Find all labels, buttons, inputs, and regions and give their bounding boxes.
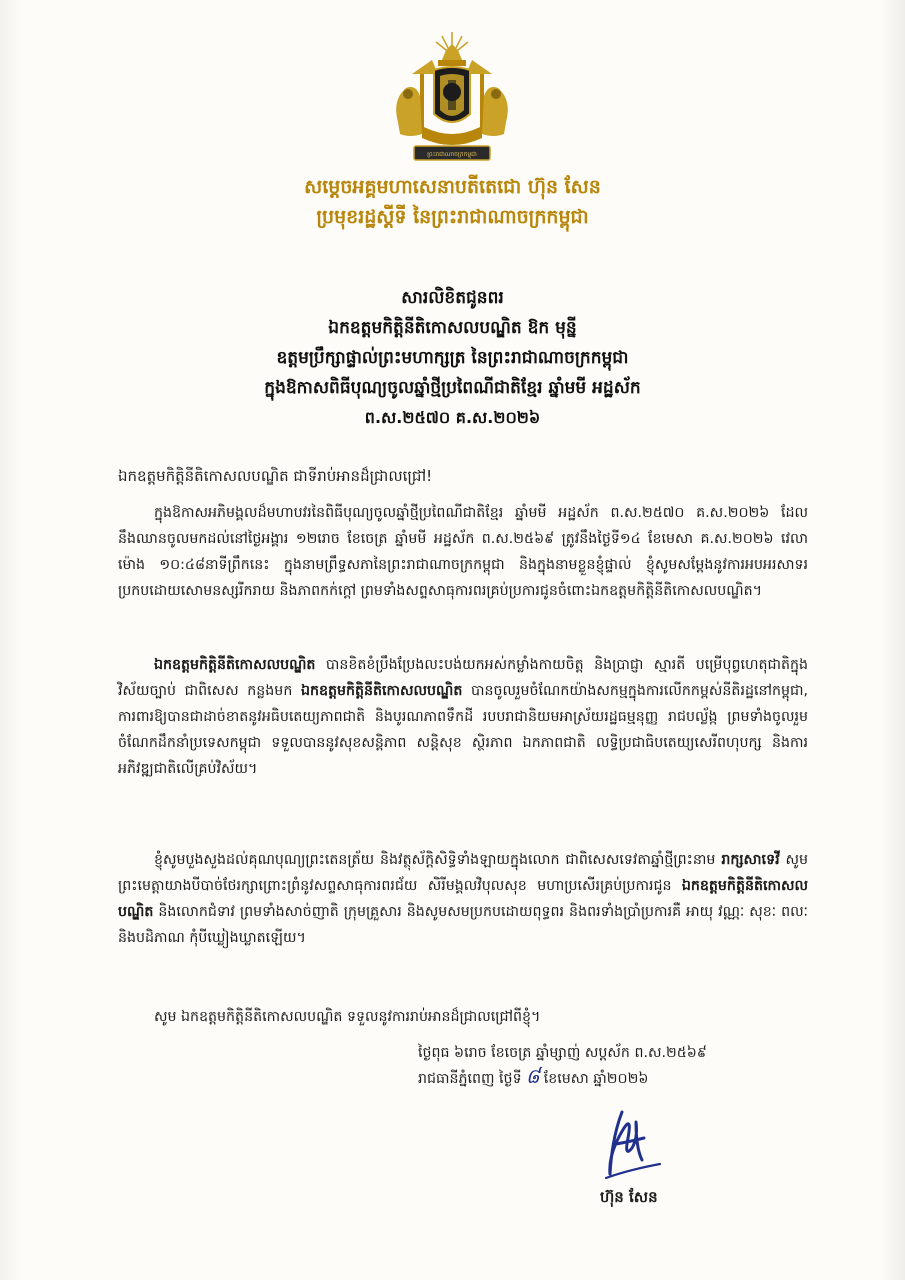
salutation: ឯកឧត្តមកិត្តិនីតិកោសលបណ្ឌិត ជាទីរាប់អានដ៏ជ្រាលជ្រៅ! [118,467,433,485]
signer-name: ហ៊ុន សែន [600,1188,658,1206]
paragraph-3-honoree: ឯកឧត្តមកិត្តិនីតិកោសលបណ្ឌិត [118,878,808,920]
paragraph-2-honoree: ឯកឧត្តមកិត្តិនីតិកោសលបណ្ឌិត [300,683,463,699]
closing-place-date [418,1066,805,1092]
sender-title: ប្រមុខរដ្ឋស្តីទី នៃព្រះរាជាណាចក្រកម្ពុជា [316,206,589,228]
closing-lunar-date: ថ្ងៃពុធ ៦រោច ខែចេត្រ ឆ្នាំម្សាញ់ សប្តស័ក ព.ស.២៥៦៩ [418,1045,707,1061]
cambodia-royal-coat-of-arms-icon [382,30,522,170]
title-line-4: ក្នុងឱកាសពិធីបុណ្យចូលឆ្នាំថ្មីប្រពៃណីជាតិខ្មែរ ឆ្នាំមមី អដ្ឋស័ក [264,378,641,398]
title-line-2: ឯកឧត្តមកិត្តិនីតិកោសលបណ្ឌិត ឱក មុន្នី [328,318,577,338]
paragraph-4-text: សូម ឯកឧត្តមកិត្តិនីតិកោសលបណ្ឌិត ទទួលនូវការរាប់អានដ៏ជ្រាលជ្រៅពីខ្ញុំ។ [154,1009,541,1025]
letter-title [0,283,905,433]
paragraph-3-text-b: សូមព្រះមេត្តាយាងបីបាច់ថែរក្សាព្រោះព្រំនូវសព្ទសាធុការពរជ័យ សិរីមង្គលវិបុលសុខ មហាប្រសើរគ្រប់ប្រការជូន [118,852,808,894]
paragraph-1 [118,500,808,604]
emblem-ribbon-text: ព្រះរាជាណាចក្រកម្ពុជា [427,151,477,158]
paragraph-3-text-c: និងលោកជំទាវ ព្រមទាំងសាច់ញាតិ ក្រុមគ្រួសារ និងសូមសមប្រកបដោយពុទ្ធពរ និងពរទាំងប្រាំប្រការគឺ អាយុ វណ្ណៈ សុខៈ ពលៈ និងបដិភាណ កុំបីឃ្លៀងឃ្លាតឡើយ។ [118,904,808,946]
paragraph-1-text: ក្នុងឱកាសអភិមង្គលដ៏មហាបវរនៃពិធីបុណ្យចូលឆ្នាំថ្មីប្រពៃណីជាតិខ្មែរ ឆ្នាំមមី អដ្ឋស័ក ព.ស.២៥៧០ គ.ស.២០២៦ ដែលនឹងឈានចូលមកដល់នៅថ្ងៃអង្គារ ១២រោច ខែចេត្រ ឆ្នាំមមី អដ្ឋស័ក ព.ស.២៥៦៩ ត្រូវនឹងថ្ងៃទី១៤ ខែមេសា គ.ស.២០២៦ វេលាម៉ោង ១០:៤៨នាទីព្រឹកនេះ ក្នុងនាមព្រឹទ្ធសភានៃព្រះរាជាណាចក្រកម្ពុជា និងក្នុងនាមខ្លួនខ្ញុំផ្ទាល់ ខ្ញុំសូមសម្តែងនូវការអបអរសាទរប្រកបដោយសោមនស្សរីករាយ និងភាពកក់ក្តៅ ព្រមទាំងសព្ទសាធុការពរគ្រប់ប្រការជូនចំពោះឯកឧត្តមកិត្តិនីតិកោសលបណ្ឌិត។ [118,505,808,599]
paragraph-4 [118,1004,808,1030]
handwritten-signature-icon [598,1108,668,1184]
sender-name: សម្តេចអគ្គមហាសេនាបតីតេជោ ហ៊ុន សែន [304,176,601,198]
paragraph-3-text-a: ខ្ញុំសូមបួងសួងដល់គុណបុណ្យព្រះតេនត្រ័យ និងវត្ថុស័ក្តិសិទ្ធិទាំងឡាយក្នុងលោក ជាពិសេសទេវតាឆ្នាំថ្មីព្រះនាម [154,852,722,868]
closing-place-suffix: ខែមេសា ឆ្នាំ២០២៦ [543,1071,649,1087]
paragraph-2-text-a: បានខិតខំប្រឹងប្រែងលះបង់យកអស់កម្លាំងកាយចិត្ត និងប្រាជ្ញា ស្មារតី បម្រើបុព្វហេតុជាតិក្នុងវិស័យច្បាប់ ជាពិសេស កន្លងមក [118,657,808,699]
paragraph-2-text-b: បានចូលរួមចំណែកយ៉ាងសកម្មក្នុងការលើកកម្ពស់នីតិរដ្ឋនៅកម្ពុជា, ការពារឱ្យបានជាដាច់ខាតនូវអធិបតេយ្យភាពជាតិ និងបូរណភាពទឹកដី របបរាជានិយមអាស្រ័យរដ្ឋធម្មនុញ្ញ រាជបល្ល័ង្ក ព្រមទាំងចូលរួមចំណែកដឹកនាំប្រទេសកម្ពុជា ទទួលបាននូវសុខសន្តិភាព សន្តិសុខ ស្ថិរភាព ឯកភាពជាតិ លទ្ធិប្រជាធិបតេយ្យសេរីពហុបក្ស និងការអភិវឌ្ឍជាតិលើគ្រប់វិស័យ។ [118,683,808,777]
paragraph-2 [118,652,808,782]
paragraph-3 [118,847,808,951]
closing-place-prefix: រាជធានីភ្នំពេញ ថ្ងៃទី [418,1071,522,1087]
closing-day-handwritten: ៨ [525,1064,540,1088]
title-line-1: សារលិខិតជូនពរ [401,288,504,308]
paragraph-3-deity: រាក្សសាទេវី [721,852,780,868]
title-line-5: ព.ស.២៥៧០ គ.ស.២០២៦ [364,408,541,427]
title-line-3: ឧត្តមប្រឹក្សាផ្ទាល់ព្រះមហាក្សត្រ នៃព្រះរាជាណាចក្រកម្ពុជា [276,348,629,368]
paragraph-2-lead: ឯកឧត្តមកិត្តិនីតិកោសលបណ្ឌិត [154,657,316,673]
